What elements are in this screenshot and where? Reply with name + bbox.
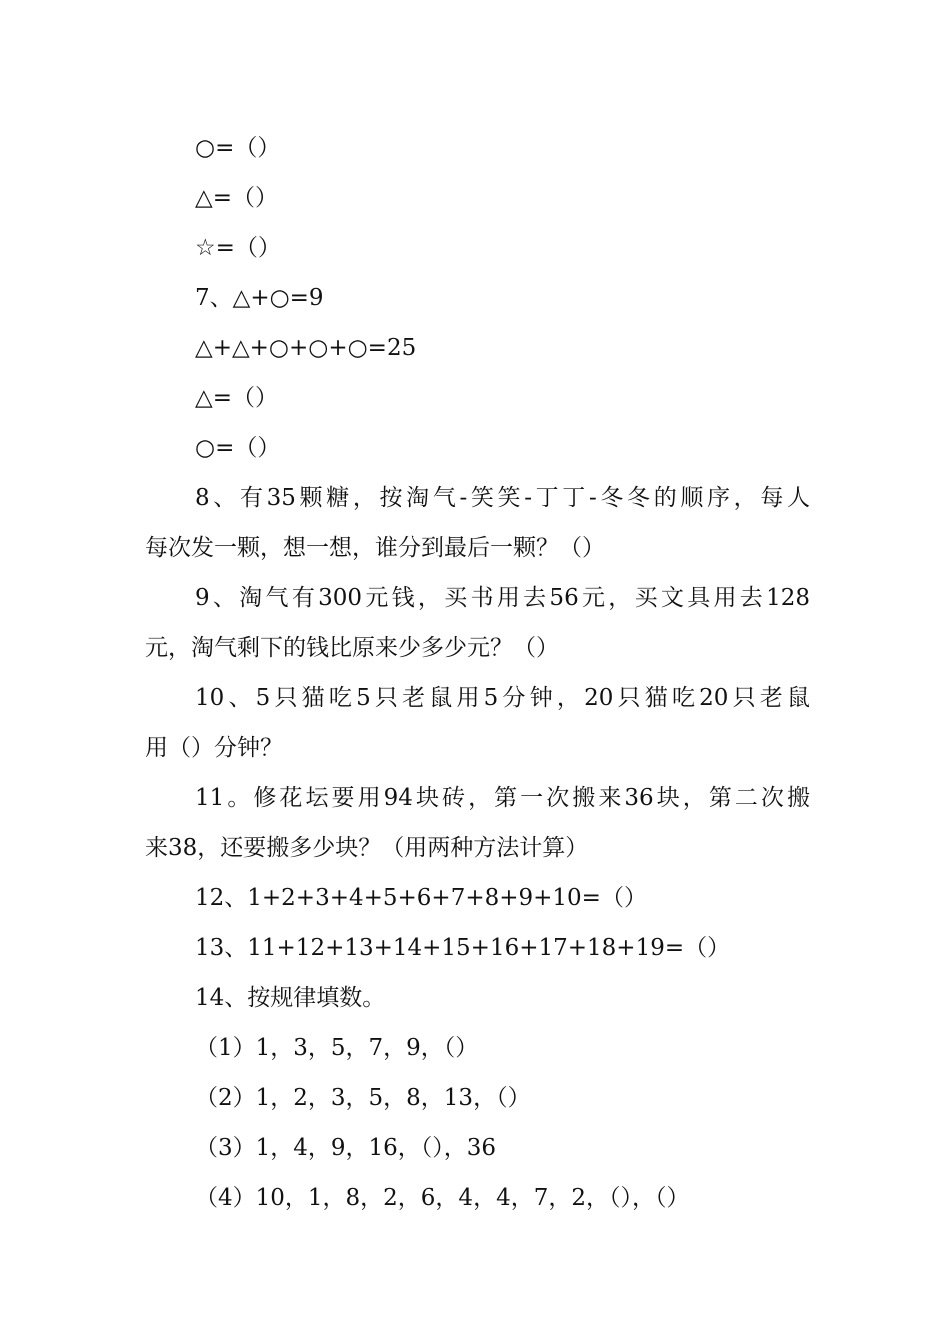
question-14-part-1: （1）1，3，5，7，9，（）: [195, 1035, 479, 1061]
question-11-line-1: 11。修花坛要用94块砖，第一次搬来36块，第二次搬: [195, 785, 810, 811]
question-14-part-3: （3）1，4，9，16，（），36: [195, 1135, 497, 1161]
question-13: 13、11+12+13+14+15+16+17+18+19=（）: [195, 935, 731, 961]
question-8-line-1: 8、有35颗糖，按淘气-笑笑-丁丁-冬冬的顺序，每人: [195, 485, 810, 511]
question-10-line-2: 用（）分钟？: [145, 735, 283, 761]
answer-triangle-line: △=（）: [195, 185, 278, 211]
question-14-part-4: （4）10，1，8，2，6，4，4，7，2，（），（）: [195, 1185, 690, 1211]
question-7-equation-2: △+△+○+○+○=25: [195, 335, 417, 361]
question-9-line-2: 元，淘气剩下的钱比原来少多少元？（）: [145, 635, 559, 661]
question-9-line-1: 9、淘气有300元钱，买书用去56元，买文具用去128: [195, 585, 810, 611]
question-7-answer-circle: ○=（）: [195, 435, 281, 461]
question-14-heading: 14、按规律填数。: [195, 985, 386, 1011]
question-8-line-2: 每次发一颗，想一想，谁分到最后一颗？（）: [145, 535, 605, 561]
question-7-equation-1: 7、△+○=9: [195, 285, 324, 311]
question-7-answer-triangle: △=（）: [195, 385, 278, 411]
question-10-line-1: 10、5只猫吃5只老鼠用5分钟，20只猫吃20只老鼠: [195, 685, 810, 711]
answer-circle-line: ○=（）: [195, 135, 281, 161]
question-12: 12、1+2+3+4+5+6+7+8+9+10=（）: [195, 885, 647, 911]
question-14-part-2: （2）1，2，3，5，8，13，（）: [195, 1085, 531, 1111]
question-11-line-2: 来38，还要搬多少块？（用两种方法计算）: [145, 835, 589, 861]
answer-star-line: ☆=（）: [195, 235, 281, 261]
